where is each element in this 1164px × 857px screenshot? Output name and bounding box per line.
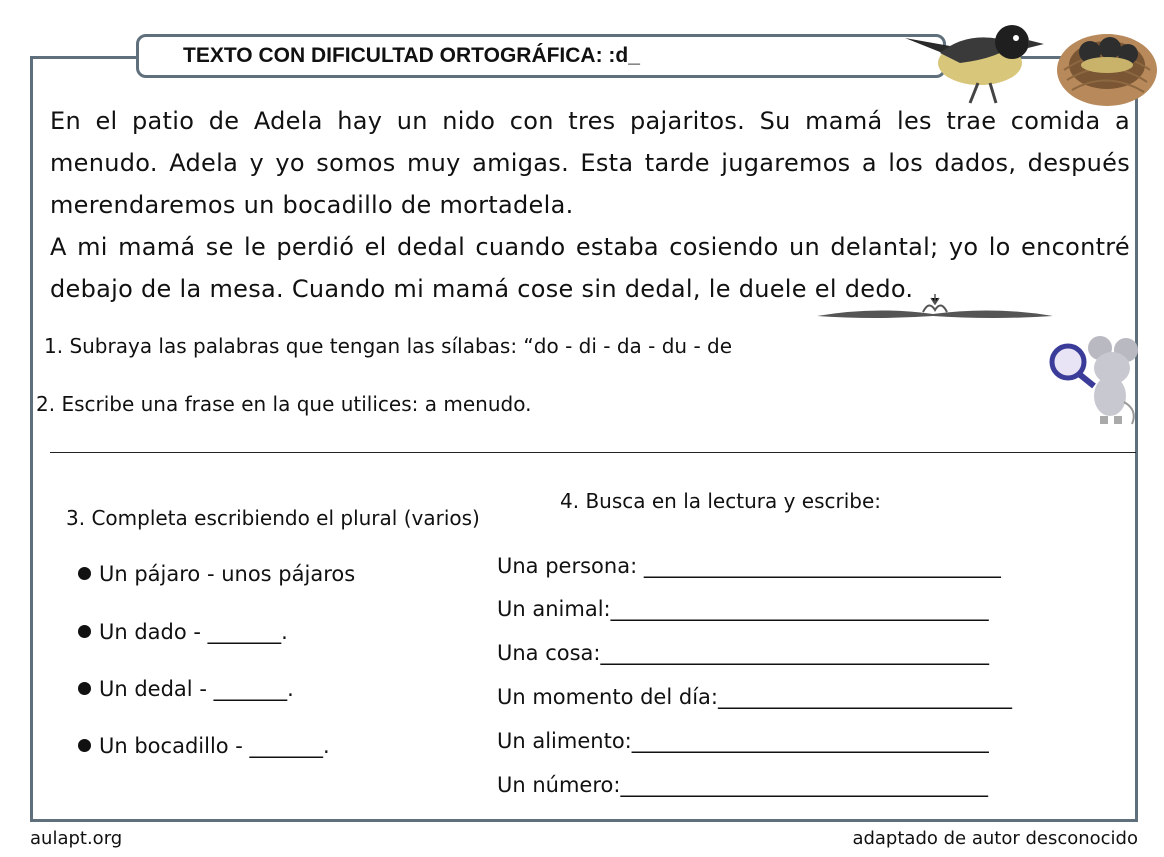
reading-paragraph-1: En el patio de Adela hay un nido con tres pajaritos. Su mamá les trae comida a menudo. Adela y yo somos muy amigas. Esta tarde jugaremos a los dados, después merendaremos un bocadillo de mortadela.: [50, 107, 1130, 219]
question-4: 4. Busca en la lectura y escribe:: [560, 489, 882, 513]
bird-illustration: [900, 8, 1050, 108]
search-item: Un momento del día:____________________________: [497, 685, 1012, 709]
worksheet-title: TEXTO CON DIFICULTAD ORTOGRÁFICA: :d_: [183, 44, 640, 67]
section-divider: [50, 452, 1136, 453]
plural-item: Un pájaro - unos pájaros: [78, 562, 355, 586]
search-item: Un número:___________________________________: [497, 773, 988, 797]
bullet-icon: [78, 625, 91, 638]
search-item: Una persona: __________________________________: [497, 554, 1001, 578]
question-3: 3. Completa escribiendo el plural (varios): [66, 506, 480, 530]
question-1: 1. Subraya las palabras que tengan las sílabas: “do - di - da - du - de: [44, 334, 733, 358]
reading-paragraph-2: A mi mamá se le perdió el dedal cuando estaba cosiendo un delantal; yo lo encontré debajo de la mesa. Cuando mi mamá cose sin dedal, le duele el dedo.: [50, 233, 1130, 303]
mouse-magnifier-illustration: [1048, 332, 1140, 428]
search-item: Un alimento:__________________________________: [497, 729, 989, 753]
bullet-icon: [78, 567, 91, 580]
plural-item: Un bocadillo - _______.: [78, 734, 330, 758]
plural-item: Un dado - _______.: [78, 620, 288, 644]
bullet-icon: [78, 739, 91, 752]
nest-illustration: [1052, 10, 1162, 110]
bullet-icon: [78, 682, 91, 695]
title-box: [136, 34, 946, 78]
footer-credit: adaptado de autor desconocido: [852, 828, 1138, 849]
question-2: 2. Escribe una frase en la que utilices: a menudo.: [36, 392, 532, 416]
search-item: Un animal:____________________________________: [497, 597, 989, 621]
ornament-flourish: [815, 292, 1055, 324]
plural-item: Un dedal - _______.: [78, 677, 294, 701]
footer-source: aulapt.org: [30, 828, 123, 849]
search-item: Una cosa:_____________________________________: [497, 641, 990, 665]
